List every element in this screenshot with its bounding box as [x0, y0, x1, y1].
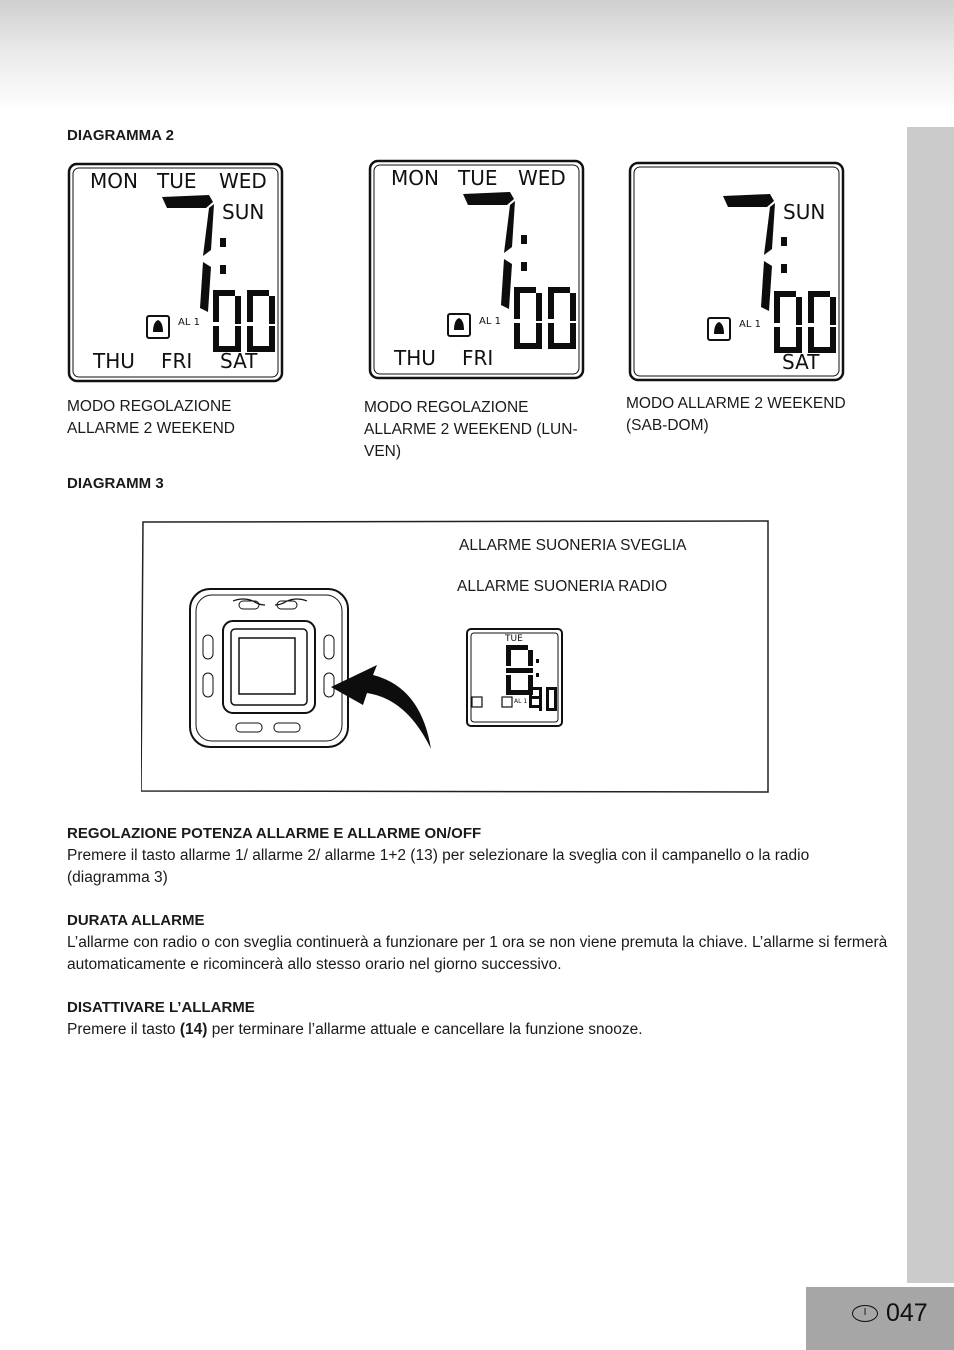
- lcd2-day-mon: MON: [391, 166, 439, 190]
- lcd3-alarm-label: AL 1: [739, 319, 761, 330]
- lcd-panel-3: [628, 161, 845, 382]
- section-alarm-power: [67, 825, 892, 889]
- radio-icon: [472, 697, 482, 707]
- small-lcd-day: TUE: [505, 634, 523, 644]
- lcd1-alarm-label: AL 1: [178, 317, 200, 328]
- section-title: DISATTIVARE L’ALLARME: [67, 999, 255, 1016]
- bell-icon: [502, 697, 512, 707]
- diagram3-frame: [141, 517, 769, 793]
- diagram2-title: DIAGRAMMA 2: [67, 127, 174, 144]
- section-body: Premere il tasto allarme 1/ allarme 2/ allarme 1+2 (13) per selezionare la sveglia con il campanello o la radio (diagramma 3): [67, 847, 810, 886]
- lcd3-day-sun: SUN: [783, 200, 826, 224]
- section-disable-alarm: [67, 999, 892, 1041]
- lcd1-day-sun: SUN: [222, 200, 265, 224]
- lcd1-day-mon: MON: [90, 169, 138, 193]
- section-title: DURATA ALLARME: [67, 912, 205, 929]
- lcd1-caption: MODO REGOLAZIONE ALLARME 2 WEEKEND: [67, 398, 235, 437]
- language-badge: I: [852, 1305, 878, 1322]
- lcd-panel-2: [368, 159, 585, 380]
- lcd2-day-thu: THU: [394, 346, 436, 370]
- section-body: L’allarme con radio o con sveglia continuerà a funzionare per 1 ora se non viene premuta la chiave. L’allarme si fermerà automaticamente e ricomincerà allo stesso orario nel giorno successivo.: [67, 934, 888, 973]
- side-language-tab: [907, 127, 954, 1283]
- lcd2-day-fri: FRI: [462, 346, 494, 370]
- label-radio-alarm: ALLARME SUONERIA RADIO: [457, 578, 668, 595]
- lcd2-minutes: [514, 287, 576, 349]
- page-number: [852, 1296, 928, 1330]
- lcd-panel-1: [67, 162, 284, 383]
- lcd1-day-tue: TUE: [157, 169, 197, 193]
- lcd3-day-sat: SAT: [782, 350, 820, 374]
- lcd1-day-sat: SAT: [220, 349, 258, 373]
- page-number-text: 047: [886, 1298, 928, 1327]
- lcd2-day-wed: WED: [518, 166, 566, 190]
- header-gradient-band: [0, 0, 954, 112]
- section-alarm-duration: [67, 912, 892, 976]
- clock-device-drawing: [190, 589, 348, 747]
- small-lcd-drawing: [467, 629, 562, 726]
- lcd3-caption: MODO ALLARME 2 WEEKEND (SAB-DOM): [626, 395, 846, 434]
- diagram3-title: DIAGRAMM 3: [67, 475, 164, 492]
- lcd2-caption: MODO REGOLAZIONE ALLARME 2 WEEKEND (LUN- VEN): [364, 399, 578, 460]
- section-body: Premere il tasto (14) per terminare l’allarme attuale e cancellare la funzione snooze.: [67, 1021, 643, 1038]
- lcd2-day-tue: TUE: [458, 166, 498, 190]
- lcd2-alarm-label: AL 1: [479, 316, 501, 327]
- lcd1-day-fri: FRI: [161, 349, 193, 373]
- lcd3-minutes: [774, 291, 836, 353]
- label-bell-alarm: ALLARME SUONERIA SVEGLIA: [459, 537, 687, 554]
- small-lcd-alarm-label: AL 1: [514, 698, 528, 705]
- lcd1-day-thu: THU: [93, 349, 135, 373]
- section-title: REGOLAZIONE POTENZA ALLARME E ALLARME ON/OFF: [67, 825, 482, 842]
- lcd1-day-wed: WED: [219, 169, 267, 193]
- lcd1-minutes: [213, 290, 275, 352]
